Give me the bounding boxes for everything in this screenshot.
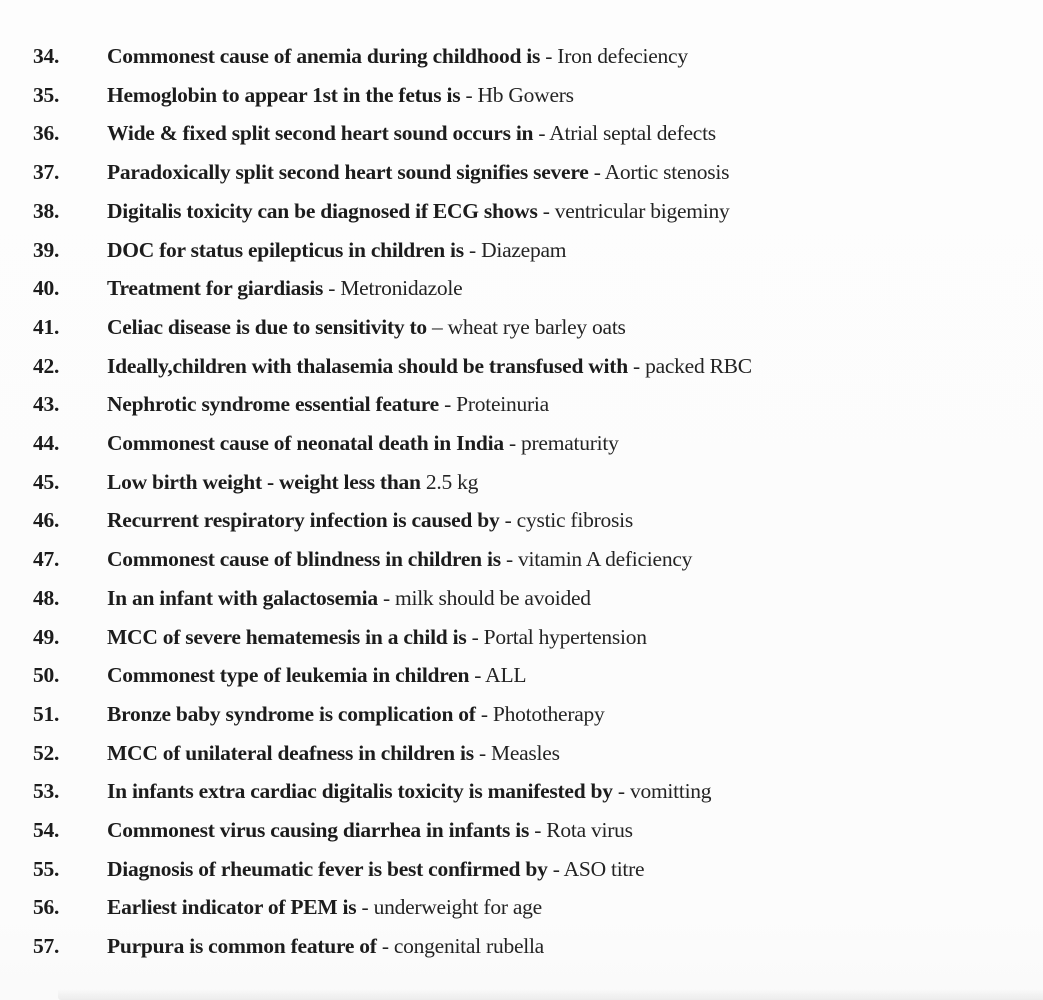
item-number: 57. bbox=[33, 934, 60, 959]
item-answer: wheat rye barley oats bbox=[447, 314, 626, 339]
item-separator: - bbox=[538, 121, 546, 146]
list-item bbox=[0, 37, 1043, 76]
item-answer: packed RBC bbox=[645, 353, 752, 378]
item-question: Celiac disease is due to sensitivity to bbox=[107, 314, 427, 339]
item-number: 36. bbox=[33, 121, 60, 146]
item-number: 42. bbox=[33, 353, 60, 378]
item-answer: 2.5 kg bbox=[425, 469, 479, 494]
item-separator: - bbox=[633, 353, 640, 378]
item-separator: - bbox=[469, 237, 476, 262]
item-number: 43. bbox=[33, 392, 60, 417]
item-question: MCC of severe hematemesis in a child is bbox=[107, 624, 467, 649]
list-item bbox=[0, 463, 1043, 502]
list-item bbox=[0, 76, 1043, 115]
item-separator: - bbox=[534, 818, 542, 843]
item-answer: ASO titre bbox=[563, 856, 645, 881]
item-separator: - bbox=[617, 779, 625, 804]
list-item bbox=[0, 656, 1043, 695]
item-answer: Rota virus bbox=[546, 818, 633, 843]
item-answer: Hb Gowers bbox=[477, 82, 574, 107]
item-separator: - bbox=[381, 934, 389, 959]
list-item bbox=[0, 927, 1043, 966]
list-item bbox=[0, 424, 1043, 463]
list-item bbox=[0, 540, 1043, 579]
item-answer: prematurity bbox=[521, 431, 619, 456]
item-separator: - bbox=[444, 392, 452, 417]
list-item bbox=[0, 850, 1043, 889]
item-separator: - bbox=[505, 547, 513, 572]
list-item bbox=[0, 695, 1043, 734]
item-answer: Diazepam bbox=[481, 237, 567, 262]
item-number: 46. bbox=[33, 508, 60, 533]
item-question: Low birth weight - weight less than bbox=[107, 469, 421, 494]
item-number: 54. bbox=[33, 818, 60, 843]
list-item bbox=[0, 579, 1043, 618]
list-item bbox=[0, 153, 1043, 192]
item-answer: congenital rubella bbox=[393, 934, 544, 959]
item-answer: Iron defeciency bbox=[557, 44, 688, 68]
item-separator: - bbox=[361, 895, 369, 920]
item-separator: - bbox=[504, 508, 512, 533]
item-answer: Aortic stenosis bbox=[604, 160, 730, 185]
item-separator: - bbox=[328, 276, 336, 301]
list-item bbox=[0, 888, 1043, 927]
item-answer: ventricular bigeminy bbox=[554, 198, 730, 223]
item-separator: – bbox=[432, 314, 443, 339]
item-question: Recurrent respiratory infection is caused by bbox=[107, 508, 500, 533]
list-item bbox=[0, 811, 1043, 850]
item-number: 41. bbox=[33, 314, 60, 339]
item-question: Earliest indicator of PEM is bbox=[107, 895, 357, 920]
list-item bbox=[0, 734, 1043, 773]
item-question: Diagnosis of rheumatic fever is best confirmed by bbox=[107, 856, 548, 881]
item-separator: - bbox=[552, 856, 560, 881]
list-item bbox=[0, 347, 1043, 386]
item-question: Hemoglobin to appear 1st in the fetus is bbox=[107, 82, 461, 107]
item-number: 35. bbox=[33, 82, 60, 107]
item-number: 34. bbox=[33, 44, 60, 68]
item-number: 45. bbox=[33, 469, 60, 494]
item-question: Wide & fixed split second heart sound occurs in bbox=[107, 121, 534, 146]
item-question: Commonest virus causing diarrhea in infants is bbox=[107, 818, 530, 843]
item-question: Paradoxically split second heart sound signifies severe bbox=[107, 160, 589, 185]
item-question: In infants extra cardiac digitalis toxicity is manifested by bbox=[107, 779, 613, 804]
item-answer: ALL bbox=[485, 663, 527, 688]
item-answer: Atrial septal defects bbox=[549, 121, 716, 146]
item-separator: - bbox=[471, 624, 479, 649]
item-separator: - bbox=[542, 198, 550, 223]
item-number: 50. bbox=[33, 663, 60, 688]
item-answer: milk should be avoided bbox=[395, 585, 591, 610]
item-question: Purpura is common feature of bbox=[107, 934, 377, 959]
item-answer: underweight for age bbox=[373, 895, 542, 920]
item-number: 40. bbox=[33, 276, 60, 301]
item-separator: - bbox=[474, 663, 482, 688]
item-question: Commonest cause of anemia during childhood is bbox=[107, 44, 541, 68]
page-bottom-shadow bbox=[58, 989, 1043, 1000]
list-item bbox=[0, 114, 1043, 153]
list-item bbox=[0, 231, 1043, 270]
item-number: 38. bbox=[33, 198, 60, 223]
item-answer: vitamin A deficiency bbox=[518, 547, 693, 572]
item-question: Nephrotic syndrome essential feature bbox=[107, 392, 439, 417]
item-separator: - bbox=[545, 44, 553, 68]
item-number: 55. bbox=[33, 856, 60, 881]
item-separator: - bbox=[382, 585, 390, 610]
item-separator: - bbox=[478, 740, 486, 765]
item-answer: Proteinuria bbox=[456, 392, 549, 417]
item-separator: - bbox=[465, 82, 473, 107]
item-question: MCC of unilateral deafness in children is bbox=[107, 740, 474, 765]
item-separator: - bbox=[480, 701, 488, 726]
item-answer: Measles bbox=[490, 740, 560, 765]
item-number: 56. bbox=[33, 895, 60, 920]
list-item bbox=[0, 308, 1043, 347]
item-number: 53. bbox=[33, 779, 60, 804]
item-question: Commonest cause of blindness in children is bbox=[107, 547, 501, 572]
item-separator: - bbox=[508, 431, 516, 456]
list-item bbox=[0, 501, 1043, 540]
item-number: 52. bbox=[33, 740, 60, 765]
item-question: Treatment for giardiasis bbox=[107, 276, 324, 301]
item-answer: cystic fibrosis bbox=[516, 508, 633, 533]
item-number: 39. bbox=[33, 237, 60, 262]
item-answer: vomitting bbox=[629, 779, 712, 804]
fact-list bbox=[0, 37, 1043, 966]
item-number: 37. bbox=[33, 160, 60, 185]
item-question: Commonest type of leukemia in children bbox=[107, 663, 470, 688]
list-item bbox=[0, 269, 1043, 308]
list-item bbox=[0, 772, 1043, 811]
item-question: DOC for status epilepticus in children is bbox=[107, 237, 464, 262]
list-item bbox=[0, 192, 1043, 231]
item-number: 47. bbox=[33, 547, 60, 572]
item-number: 49. bbox=[33, 624, 60, 649]
item-number: 48. bbox=[33, 585, 60, 610]
item-question: Ideally,children with thalasemia should be transfused with bbox=[107, 353, 628, 378]
list-item bbox=[0, 618, 1043, 657]
item-answer: Phototherapy bbox=[492, 701, 605, 726]
item-question: Bronze baby syndrome is complication of bbox=[107, 701, 476, 726]
item-question: In an infant with galactosemia bbox=[107, 585, 378, 610]
list-item bbox=[0, 385, 1043, 424]
item-answer: Portal hypertension bbox=[483, 624, 647, 649]
item-answer: Metronidazole bbox=[340, 276, 463, 301]
item-question: Digitalis toxicity can be diagnosed if ECG shows bbox=[107, 198, 538, 223]
item-number: 44. bbox=[33, 431, 60, 456]
item-separator: - bbox=[593, 160, 601, 185]
item-number: 51. bbox=[33, 701, 60, 726]
item-question: Commonest cause of neonatal death in India bbox=[107, 431, 504, 456]
